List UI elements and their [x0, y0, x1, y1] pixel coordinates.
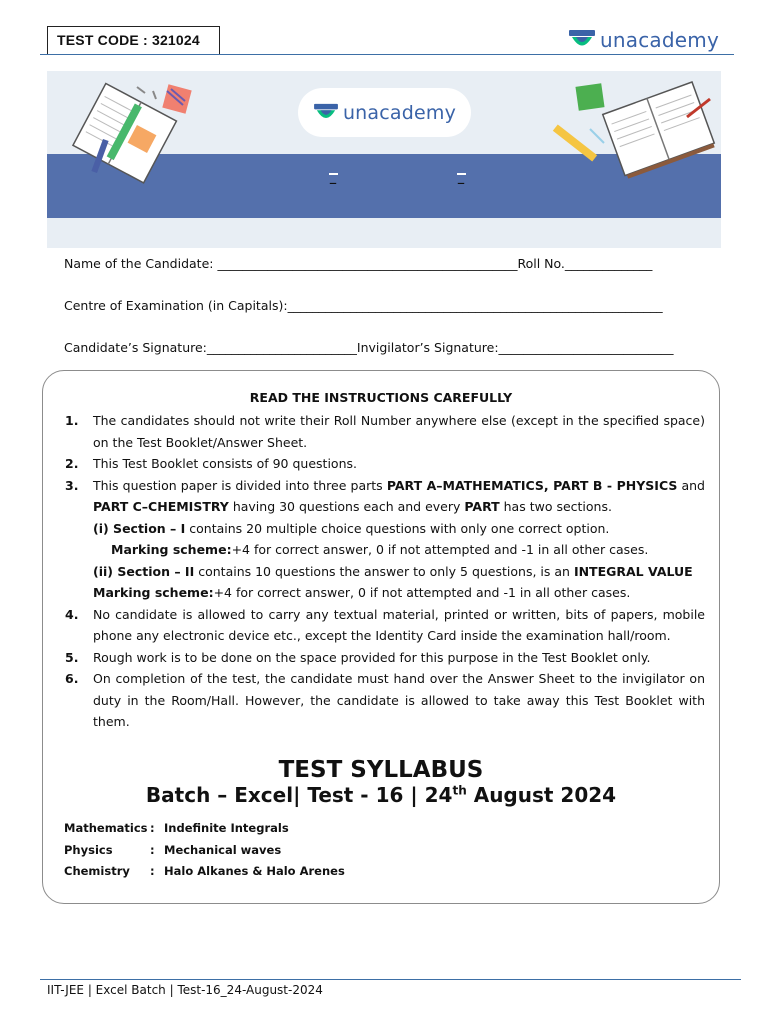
- list-item: 1. The candidates should not write their Roll Number anywhere else (except in the specified space) on the Test Booklet/Answer Sheet.: [65, 413, 705, 450]
- banner-logo: [298, 88, 471, 137]
- list-item: 2. This Test Booklet consists of 90 questions.: [65, 456, 357, 471]
- list-item: 5. Rough work is to be done on the space provided for this purpose in the Test Booklet only.: [65, 649, 651, 665]
- syllabus-title: TEST SYLLABUS: [278, 757, 484, 783]
- section-1-marking: Marking scheme:+4 for correct answer, 0 if not attempted and -1 in all other cases.: [111, 542, 649, 557]
- syllabus-row: Physics : Mechanical waves: [64, 842, 282, 857]
- list-item: 4. No candidate is allowed to carry any textual material, printed or written, bits of papers, mobile phone any electronic device etc., except the Identity Card inside the examination hall/room.: [65, 606, 705, 643]
- syllabus-row: Mathematics : Indefinite Integrals: [64, 821, 289, 835]
- unacademy-logo-icon: [313, 102, 339, 124]
- notebook-illustration-icon: [57, 77, 207, 192]
- instructions-heading: READ THE INSTRUCTIONS CAREFULLY: [249, 390, 513, 405]
- banner: [47, 71, 721, 248]
- section-2-marking: Marking scheme:+4 for correct answer, 0 if not attempted and -1 in all other cases.: [93, 585, 631, 600]
- list-item: 6. On completion of the test, the candidate must hand over the Answer Sheet to the invigilator on duty in the Room/Hall. However, the candidate is allowed to take away this Test Booklet with them.: [65, 671, 705, 729]
- syllabus-table: [64, 818, 345, 883]
- brand-name: unacademy: [342, 101, 457, 124]
- syllabus-row: Chemistry : Halo Alkanes & Halo Arenes: [64, 864, 345, 878]
- instructions-list: [65, 410, 705, 733]
- test-code: TEST CODE : 321024: [47, 26, 220, 55]
- list-item: 3. This question paper is divided into three parts PART A–MATHEMATICS, PART B - PHYSICS and PART C–CHEMISTRY having 30 questions each and every PART has two sections.: [65, 477, 705, 514]
- footer-divider: [40, 979, 741, 980]
- candidate-name-field: Name of the Candidate: ________________________________________________Roll No.______________: [64, 256, 653, 271]
- unacademy-logo-icon: [568, 28, 596, 52]
- brand-name: unacademy: [600, 28, 719, 52]
- instructions-box: [42, 370, 720, 904]
- syllabus-batch: Batch – Excel| Test - 16 | 24th August 2024: [145, 783, 617, 807]
- centre-field: Centre of Examination (in Capitals):____________________________________________________________: [64, 298, 663, 313]
- section-2-description: (ii) Section – II contains 10 questions the answer to only 5 questions, is an INTEGRAL VALUE: [93, 563, 693, 579]
- signatures-field: Candidate’s Signature:________________________Invigilator’s Signature:____________________________: [64, 340, 674, 355]
- banner-dash-right: [457, 173, 466, 175]
- section-1-description: (i) Section – I contains 20 multiple choice questions with only one correct option.: [93, 520, 610, 536]
- header-logo: [568, 28, 719, 52]
- footer-text: IIT-JEE | Excel Batch | Test-16_24-August-2024: [47, 983, 323, 997]
- header-divider: [40, 54, 734, 55]
- banner-dash-left: [329, 173, 338, 175]
- book-illustration-icon: [542, 77, 717, 187]
